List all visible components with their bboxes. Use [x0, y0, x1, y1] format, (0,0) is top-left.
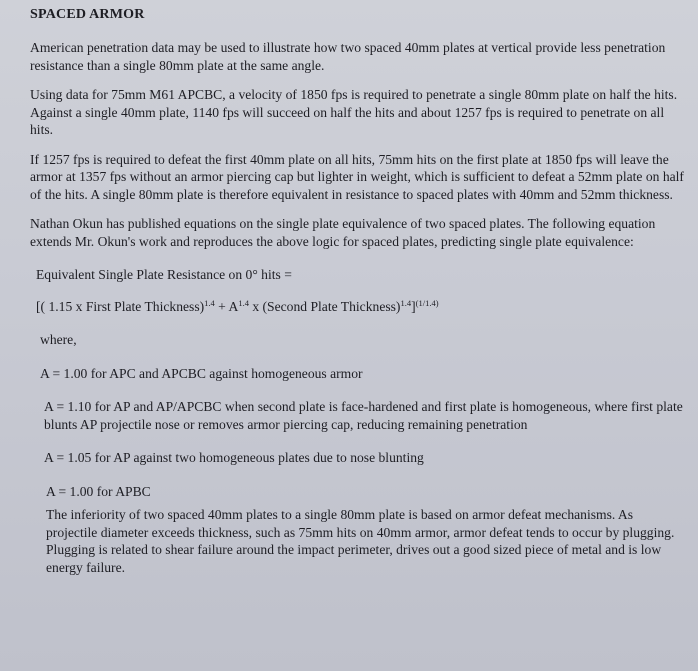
where-label: where,: [40, 332, 77, 347]
a-value-ap-homogeneous: A = 1.05 for AP against two homogeneous plates due to nose blunting: [44, 450, 424, 465]
formula-second-plate: x (Second Plate Thickness): [248, 298, 401, 314]
document-title: SPACED ARMOR: [30, 7, 145, 22]
a-value-apc: A = 1.00 for APC and APCBC against homogeneous armor: [40, 365, 363, 381]
paragraph-okun: Nathan Okun has published equations on the single plate equivalence of two spaced plates. The following equation extends Mr. Okun's work and reproduces the above logic for spaced plates, predicting single plate equivalence:: [30, 216, 656, 249]
paragraph-intro: American penetration data may be used to illustrate how two spaced 40mm plates at vertical provide less penetration resistance than a single 80mm plate at the same angle.: [30, 40, 666, 73]
paragraph-defeat-mechanisms: The inferiority of two spaced 40mm plates to a single 80mm plate is based on armor defeat mechanisms. As projectile diameter exceeds thickness, such as 75mm hits on 40mm armor, armor defeat tends to occur by plugging. Plugging is related to shear failure around the impact perimeter, drives out a good sized piece of metal and is low energy failure.: [46, 507, 675, 575]
paragraph-spaced-equivalence: If 1257 fps is required to defeat the first 40mm plate on all hits, 75mm hits on the first plate at 1850 fps will leave the armor at 1357 fps without an armor piercing cap but lighter in weight, which is sufficient to defeat a 52mm plate on half of the hits. A single 80mm plate is therefore equivalent in resistance to spaced plates with 40mm and 52mm thickness.: [30, 151, 684, 202]
paragraph-velocity-data: Using data for 75mm M61 APCBC, a velocity of 1850 fps is required to penetrate a single 80mm plate on half the hits. Against a single 40mm plate, 1140 fps will succeed on half the hits and about 1257 fps is required to penetrate on all hits.: [30, 87, 678, 137]
equation-heading: Equivalent Single Plate Resistance on 0° hits =: [36, 267, 292, 282]
formula-open: [( 1.15 x First Plate Thickness): [36, 298, 205, 314]
formula-close: ]: [411, 298, 416, 314]
formula-exponent-4: (1/1.4): [415, 297, 439, 308]
equation-formula: [36, 298, 684, 316]
formula-exponent-1: 1.4: [204, 297, 215, 308]
formula-exponent-2: 1.4: [238, 297, 249, 308]
a-value-apbc: A = 1.00 for APBC: [46, 483, 151, 499]
formula-plus-a: + A: [214, 298, 239, 314]
a-value-ap-face-hardened: A = 1.10 for AP and AP/APCBC when second plate is face-hardened and first plate is homogeneous, where first plate blunts AP projectile nose or removes armor piercing cap, reducing remaining penetration: [44, 399, 683, 432]
formula-exponent-3: 1.4: [400, 297, 412, 308]
